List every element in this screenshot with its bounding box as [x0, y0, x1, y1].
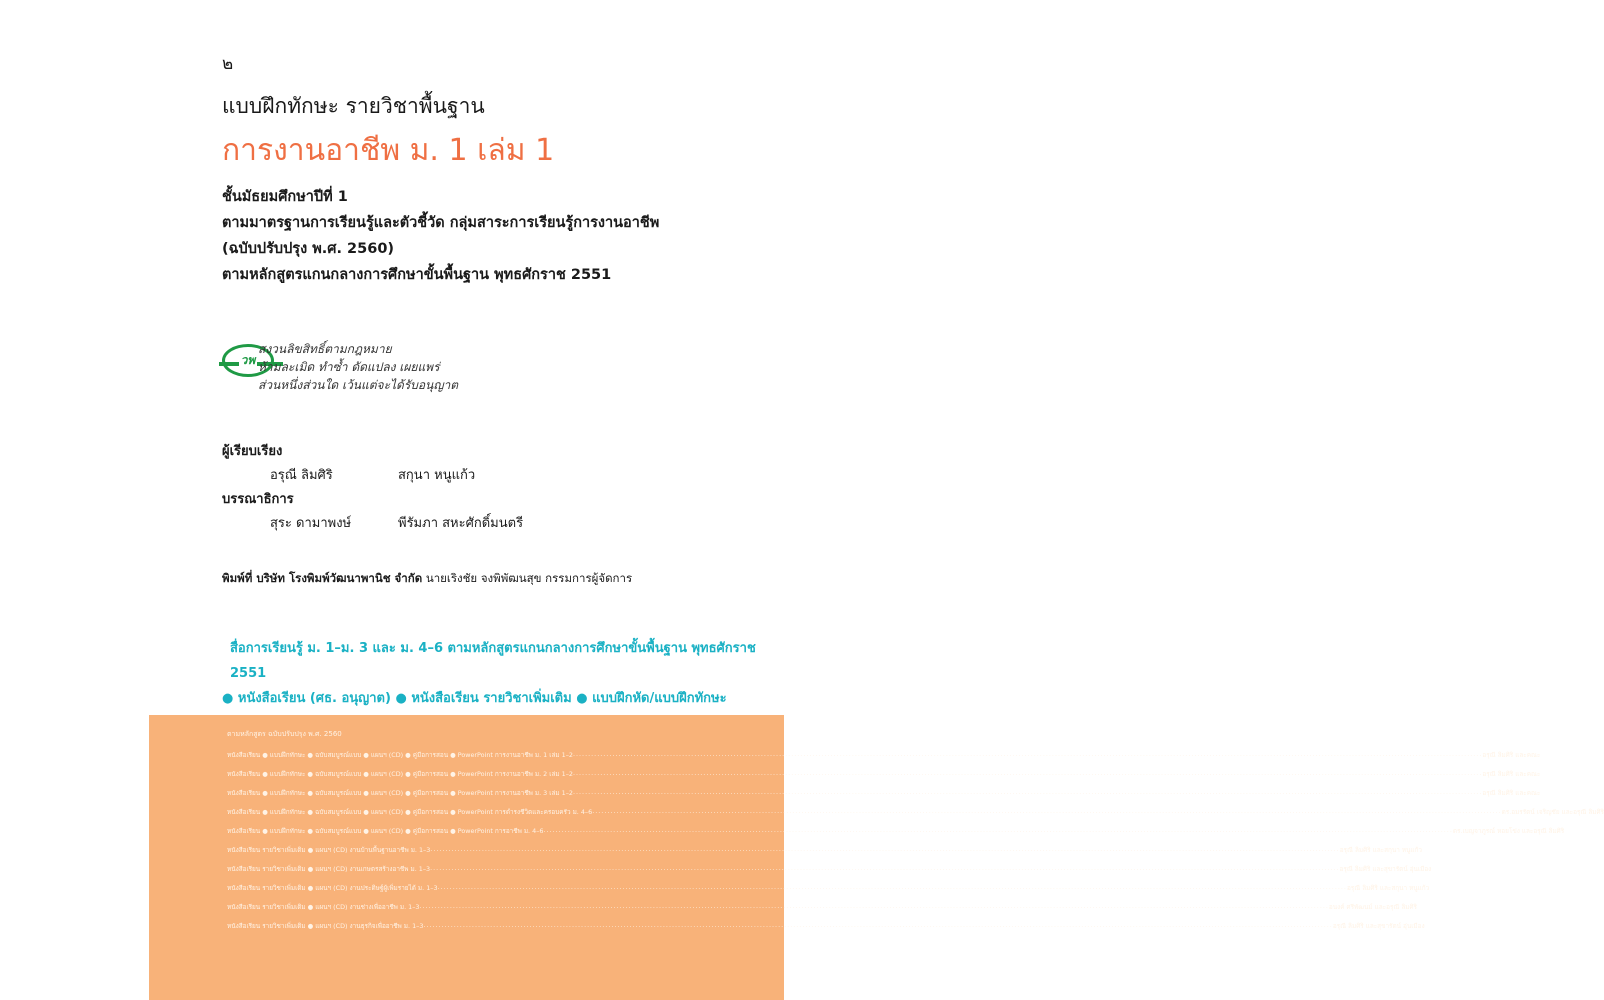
catalog-row-leader: ............................................................................................................................................................................................................................................................................................................ — [423, 921, 1333, 929]
catalog-row-leader: ............................................................................................................................................................................................................................................................................................................ — [572, 788, 1483, 796]
catalog-row — [227, 769, 1541, 779]
catalog-row-title: หนังสือเรียน ● แบบฝึกทักษะ ● ฉบับสมบูรณ์แบบ ● แผนฯ (CD) ● คู่มือการสอน ● PowerPoint การอาชีพ ม. 4–6 — [227, 827, 544, 835]
grade-block — [222, 184, 659, 288]
editors-label: บรรณาธิการ — [222, 492, 294, 507]
compiler-name: สกุนา หนูแก้ว — [398, 468, 476, 483]
catalog-row-leader: ............................................................................................................................................................................................................................................................................................................ — [437, 883, 1347, 891]
catalog-row-author: ดร.อมรรัตน์ เจริญชัย และอรุณี ลิมศิริ — [1501, 808, 1604, 816]
catalog-row-author: อนงค์ ศรีพัฒนม์ และอรุณี ลิมศิริ — [1328, 903, 1417, 911]
catalog-row-author: อรุณี ลิมศิริ และสุขารัตน์ อุ่นเมือง — [1332, 922, 1425, 930]
catalog-row-author: อรุณี ลิมศิริ และสุขารัตน์ อุ่นเมือง — [1339, 865, 1432, 873]
curriculum-line: ตามหลักสูตรแกนกลางการศึกษาขั้นพื้นฐาน พุทธศักราช 2551 — [222, 267, 612, 283]
catalog-header: ตามหลักสูตร ฉบับปรับปรุง พ.ศ. 2560 — [227, 730, 342, 738]
catalog-row-title: หนังสือเรียน รายวิชาเพิ่มเติม ● แผนฯ (CD) งานประดิษฐ์ผู้เพิ่มรายได้ ม. 1–3 — [227, 884, 438, 892]
catalog-row-leader: ............................................................................................................................................................................................................................................................................................................ — [572, 750, 1483, 758]
catalog-row-title: หนังสือเรียน รายวิชาเพิ่มเติม ● แผนฯ (CD) งานธุรกิจเพื่ออาชีพ ม. 1–3 — [227, 922, 424, 930]
copyright-line: ส่วนหนึ่งส่วนใด เว้นแต่จะได้รับอนุญาต — [258, 378, 459, 392]
media-heading: สื่อการเรียนรู้ ม. 1–ม. 3 และ ม. 4–6 ตามหลักสูตรแกนกลางการศึกษาขั้นพื้นฐาน พุทธศักราช 2551 — [230, 641, 756, 681]
compiler-name: อรุณี ลิมศิริ — [270, 468, 333, 483]
grade-line: ชั้นมัธยมศึกษาปีที่ 1 — [222, 189, 348, 205]
compilers-names — [222, 464, 526, 488]
catalog-row — [227, 807, 1604, 817]
printer-line — [222, 570, 632, 588]
standards-line: ตามมาตรฐานการเรียนรู้และตัวชี้วัด กลุ่มสาระการเรียนรู้การงานอาชีพ — [222, 215, 660, 231]
credits — [222, 440, 526, 536]
catalog-row — [227, 902, 1417, 912]
copyright-line: สงวนลิขสิทธิ์ตามกฎหมาย — [258, 342, 392, 356]
catalog-row-title: หนังสือเรียน ● แบบฝึกทักษะ ● ฉบับสมบูรณ์แบบ ● แผนฯ (CD) ● คู่มือการสอน ● PowerPoint การงานอาชีพ ม. 1 เล่ม 1–2 — [227, 751, 573, 759]
catalog-row — [227, 921, 1425, 931]
catalog-row — [227, 750, 1541, 760]
catalog-row — [227, 864, 1432, 874]
catalog-row-title: หนังสือเรียน ● แบบฝึกทักษะ ● ฉบับสมบูรณ์แบบ ● แผนฯ (CD) ● คู่มือการสอน ● PowerPoint การงานอาชีพ ม. 2 เล่ม 1–2 — [227, 770, 573, 778]
catalog-row-title: หนังสือเรียน รายวิชาเพิ่มเติม ● แผนฯ (CD) งานเกษตรสร้างอาชีพ ม. 1–3 — [227, 865, 431, 873]
catalog-row — [227, 845, 1422, 855]
printer-label: พิมพ์ที่ บริษัท โรงพิมพ์วัฒนาพานิช จำกัด — [222, 571, 423, 585]
catalog-row-author: อรุณี ลิมศิริ และสกุนา หนูแก้ว — [1339, 846, 1422, 854]
compilers-label: ผู้เรียบเรียง — [222, 444, 283, 459]
catalog-row — [227, 883, 1430, 893]
catalog-row-author: อรุณี ลิมศิริ และสกุนา หนูแก้ว — [1346, 884, 1430, 892]
catalog-row-leader: ............................................................................................................................................................................................................................................................................................................ — [543, 826, 1453, 834]
catalog-row-author: อรุณี ลิมศิริ และคณะ — [1482, 751, 1541, 759]
copyright-line: ห้ามละเมิด ทำซ้ำ ดัดแปลง เผยแพร่ — [258, 360, 440, 374]
catalog-panel — [149, 715, 1604, 1000]
catalog-row-title: หนังสือเรียน ● แบบฝึกทักษะ ● ฉบับสมบูรณ์แบบ ● แผนฯ (CD) ● คู่มือการสอน ● PowerPoint การดำรงชีวิตและครอบครัว ม. 4–6 — [227, 808, 593, 816]
copyright-notice — [258, 340, 458, 394]
book-title: การงานอาชีพ ม. 1 เล่ม 1 — [222, 133, 555, 168]
catalog-row-leader: ............................................................................................................................................................................................................................................................................................................ — [592, 807, 1502, 815]
catalog-row-author: อรุณี ลิมศิริ และคณะ — [1482, 789, 1541, 797]
editors-names — [222, 512, 526, 536]
catalog-row — [227, 788, 1541, 798]
revision-line: (ฉบับปรับปรุง พ.ศ. 2560) — [222, 241, 395, 257]
logo-text: วพ — [239, 351, 258, 370]
catalog-row-author: ดร.เบญจาภูรณ์ หอยโข่ง และอรุณี ลิมศิริ — [1452, 827, 1565, 835]
catalog-row-leader: ............................................................................................................................................................................................................................................................................................................ — [419, 902, 1329, 910]
catalog-row-author: อรุณี ลิมศิริ และคณะ — [1482, 770, 1541, 778]
catalog-row-leader: ............................................................................................................................................................................................................................................................................................................ — [572, 769, 1483, 777]
page-number: ๒ — [222, 54, 234, 74]
printer-person: นายเริงชัย จงพิพัฒนสุข กรรมการผู้จัดการ — [425, 571, 633, 585]
series-title: แบบฝึกทักษะ รายวิชาพื้นฐาน — [222, 94, 485, 118]
media-items-1: ● หนังสือเรียน (ศธ. อนุญาต) ● หนังสือเรียน รายวิชาเพิ่มเติม ● แบบฝึกหัด/แบบฝึกทักษะ — [222, 691, 727, 706]
editor-name: สุระ ดามาพงษ์ — [270, 516, 352, 531]
catalog-row-title: หนังสือเรียน ● แบบฝึกทักษะ ● ฉบับสมบูรณ์แบบ ● แผนฯ (CD) ● คู่มือการสอน ● PowerPoint การงานอาชีพ ม. 3 เล่ม 1–2 — [227, 789, 573, 797]
catalog-row — [227, 826, 1565, 836]
editor-name: พีรัมภา สหะศักดิ์มนตรี — [398, 516, 524, 531]
catalog-row-title: หนังสือเรียน รายวิชาเพิ่มเติม ● แผนฯ (CD) งานช่างเพื่ออาชีพ ม. 1–3 — [227, 903, 420, 911]
catalog-row-leader: ............................................................................................................................................................................................................................................................................................................ — [430, 864, 1340, 872]
catalog-row-leader: ............................................................................................................................................................................................................................................................................................................ — [430, 845, 1340, 853]
catalog-row-title: หนังสือเรียน รายวิชาเพิ่มเติม ● แผนฯ (CD) งานบ้านพื้นฐานอาชีพ ม. 1–3 — [227, 846, 431, 854]
